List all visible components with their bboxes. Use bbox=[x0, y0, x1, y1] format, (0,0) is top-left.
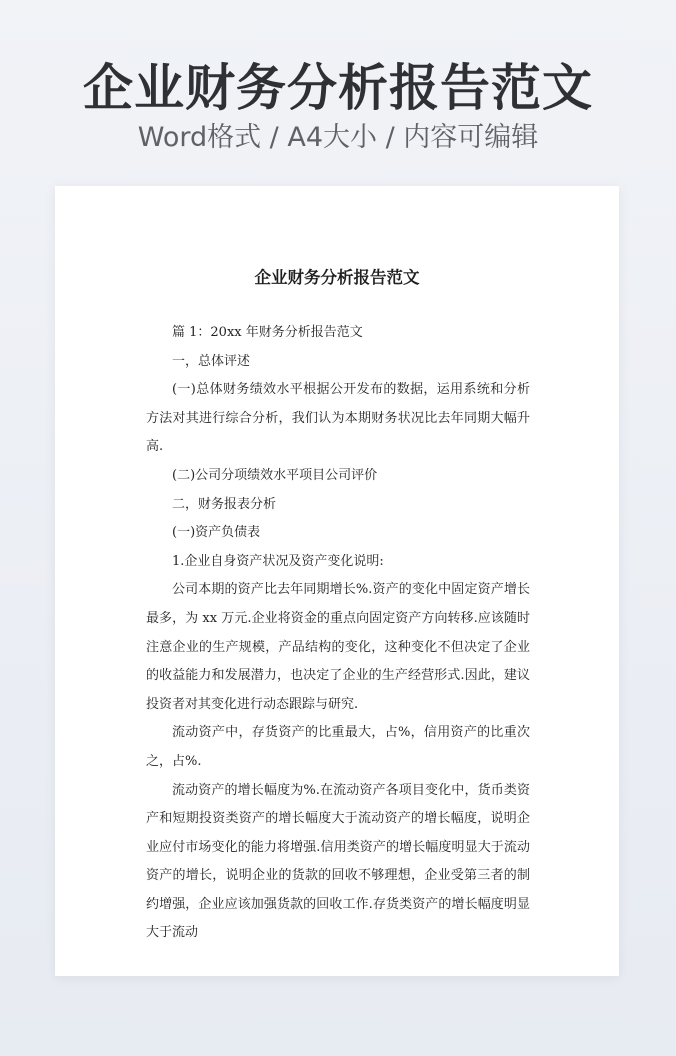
banner-title: 企业财务分析报告范文 bbox=[83, 59, 593, 117]
paragraph-overall-performance: (一)总体财务绩效水平根据公开发布的数据，运用系统和分析方法对其进行综合分析，我们认为本期财务状况比去年同期大幅升高. bbox=[146, 382, 530, 455]
paragraph-current-assets-share: 流动资产中，存货资产的比重最大，占%，信用资产的比重次之，占%. bbox=[146, 725, 530, 769]
document-body bbox=[146, 319, 530, 948]
document-title: 企业财务分析报告范文 bbox=[254, 268, 420, 287]
paragraph-item-performance: (二)公司分项绩效水平项目公司评价 bbox=[172, 467, 378, 483]
subheading-balance-sheet: (一)资产负债表 bbox=[172, 525, 261, 541]
paragraph-current-assets-growth: 流动资产的增长幅度为%.在流动资产各项目变化中，货币类资产和短期投资类资产的增长幅度大于流动资产的增长幅度，说明企业应付市场变化的能力将增强.信用类资产的增长幅度明显大于流动资产的增长，说明企业的货款的回收不够理想，企业受第三者的制约增强，企业应该加强货款的回收工作.存货类资产的增长幅度明显大于流动 bbox=[146, 782, 530, 941]
document-page bbox=[55, 186, 619, 976]
section-heading-statements: 二，财务报表分析 bbox=[172, 496, 277, 512]
subheading-asset-status: 1.企业自身资产状况及资产变化说明: bbox=[172, 553, 384, 569]
promo-banner bbox=[0, 58, 676, 156]
banner-subtitle: Word格式 / A4大小 / 内容可编辑 bbox=[137, 122, 539, 153]
section-heading-article: 篇 1：20xx 年财务分析报告范文 bbox=[172, 325, 363, 340]
section-heading-overview: 一，总体评述 bbox=[172, 353, 251, 369]
paragraph-asset-growth: 公司本期的资产比去年同期增长%.资产的变化中固定资产增长最多，为 xx 万元.企业将资金的重点向固定资产方向转移.应该随时注意企业的生产规模，产品结构的变化，这种变化不但决定了企业的收益能力和发展潜力，也决定了企业的生产经营形式.因此，建议投资者对其变化进行动态跟踪与研究. bbox=[146, 582, 530, 712]
